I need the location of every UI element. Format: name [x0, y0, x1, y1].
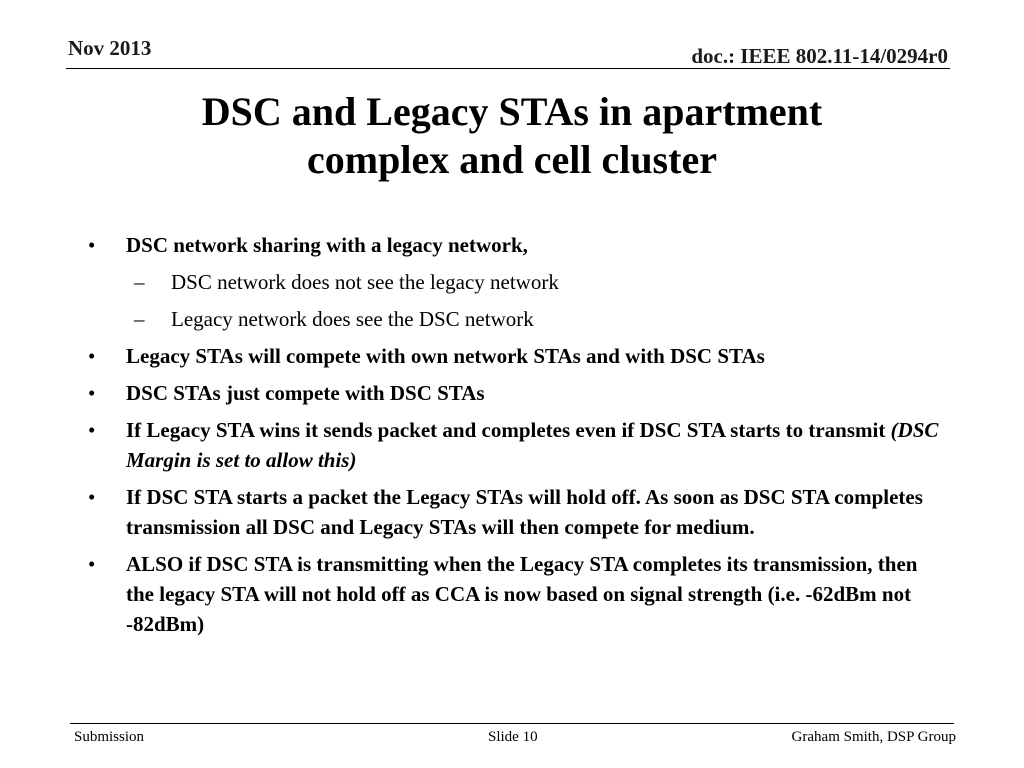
- slide-title-line-2: complex and cell cluster: [307, 137, 717, 182]
- bullet-list: [0, 230, 1024, 646]
- bullet-4-note: (DSC Margin is set to allow this): [126, 418, 939, 472]
- bullet-3: • DSC STAs just compete with DSC STAs: [126, 378, 946, 408]
- header-divider: [66, 68, 950, 69]
- footer-author: Graham Smith, DSP Group: [791, 729, 956, 745]
- sub-bullet-1-2: – Legacy network does see the DSC network: [171, 304, 946, 334]
- bullet-4: [126, 415, 946, 475]
- header-date: Nov 2013: [68, 36, 152, 60]
- header-doc-id: doc.: IEEE 802.11-14/0294r0: [691, 44, 948, 68]
- footer-slide-number: Slide 10: [488, 729, 538, 745]
- slide-title: [60, 88, 964, 184]
- bullet-5: • If DSC STA starts a packet the Legacy STAs will hold off. As soon as DSC STA completes transmission all DSC and Legacy STAs will then compete for medium.: [126, 482, 946, 542]
- slide-title-line-1: DSC and Legacy STAs in apartment: [201, 89, 823, 134]
- bullet-1: • DSC network sharing with a legacy network,: [126, 230, 946, 260]
- bullet-4-text: If Legacy STA wins it sends packet and completes even if DSC STA starts to transmit: [126, 418, 891, 442]
- footer-divider: [70, 723, 954, 724]
- bullet-6: • ALSO if DSC STA is transmitting when the Legacy STA completes its transmission, then the legacy STA will not hold off as CCA is now based on signal strength (i.e. -62dBm not -82dBm): [126, 549, 946, 639]
- sub-bullet-1-1: – DSC network does not see the legacy network: [171, 267, 946, 297]
- bullet-2: • Legacy STAs will compete with own network STAs and with DSC STAs: [126, 341, 946, 371]
- footer-submission: Submission: [74, 729, 145, 745]
